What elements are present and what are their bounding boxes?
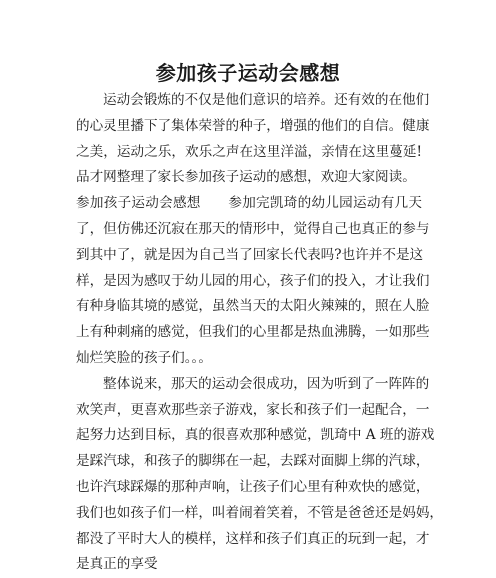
paragraph-line: 起努力达到目标，真的很喜欢那种感觉，凯琦中 A 班的游戏 — [76, 427, 435, 444]
paragraph-line: 都没了平时大人的模样，这样和孩子们真正的玩到一起，才 — [76, 530, 430, 547]
paragraph-line: 之美，运动之乐，欢乐之声在这里洋溢，亲情在这里蔓延! — [76, 143, 422, 160]
paragraph-line: 也许汽球踩爆的那种声响，让孩子们心里有种欢快的感觉， — [76, 478, 430, 495]
paragraph-line: 样，是因为感叹于幼儿园的用心，孩子们的投入，才让我们 — [76, 272, 430, 289]
paragraph-line: 了，但仿佛还沉寂在那天的情形中，觉得自己也真正的参与 — [76, 220, 430, 237]
paragraph-line: 运动会锻炼的不仅是他们意识的培养。还有效的在他们 — [103, 92, 430, 108]
paragraph-line: 整体说来，那天的运动会很成功，因为听到了一阵阵的 — [103, 375, 430, 392]
paragraph-line: 是踩汽球，和孩子的脚绑在一起，去踩对面脚上绑的汽球， — [76, 453, 430, 470]
paragraph-line: 参加孩子运动会感想 参加完凯琦的幼儿园运动有几天 — [76, 195, 422, 212]
paragraph-line: 上有种刺痛的感觉，但我们的心里都是热血沸腾，一如那些 — [76, 324, 430, 341]
paragraph-line: 的心灵里播下了集体荣誉的种子，增强的他们的自信。健康 — [76, 117, 430, 134]
page-title: 参加孩子运动会感想 — [155, 61, 341, 85]
paragraph-line: 有种身临其境的感觉，虽然当天的太阳火辣辣的，照在人脸 — [76, 298, 430, 315]
paragraph-line: 灿烂笑脸的孩子们。。。 — [76, 349, 212, 366]
paragraph-line: 到其中了，就是因为自己当了回家长代表吗?也许并不是这 — [76, 246, 424, 263]
paragraph-line: 欢笑声，更喜欢那些亲子游戏，家长和孩子们一起配合，一 — [76, 401, 430, 418]
paragraph-line: 品才网整理了家长参加孩子运动的感想，欢迎大家阅读。 — [76, 169, 416, 186]
paragraph-line: 我们也如孩子们一样，叫着闹着笑着，不管是爸爸还是妈妈， — [76, 504, 444, 521]
article-body — [76, 88, 444, 573]
paragraph-line: 是真正的享受 — [76, 556, 158, 573]
